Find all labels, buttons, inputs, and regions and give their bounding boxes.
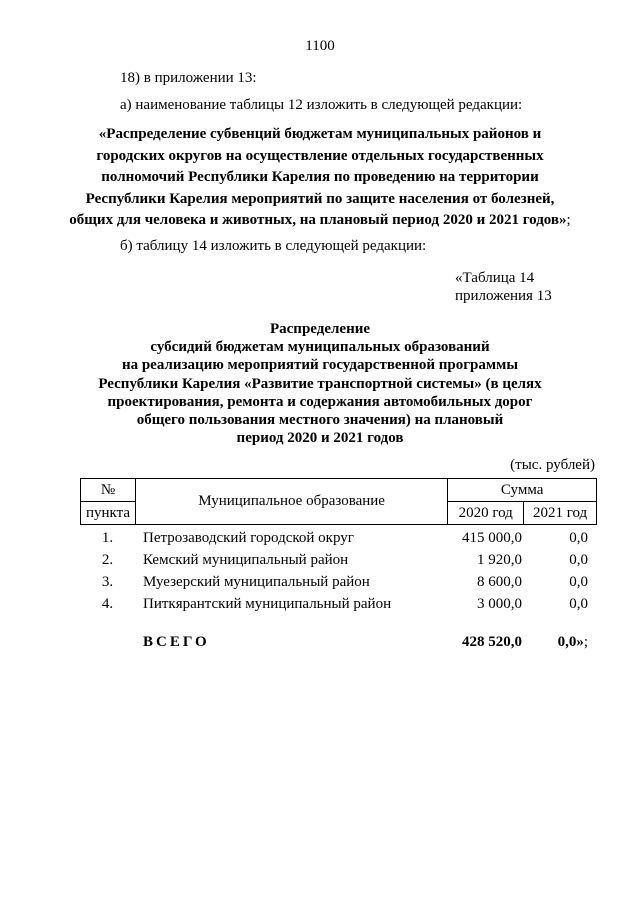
header-municipality: Муниципальное образование: [135, 479, 447, 525]
table-header: [80, 478, 597, 525]
row-number: 3.: [101, 574, 114, 590]
header-year-2021: 2021 год: [524, 502, 597, 525]
table12-title-line: [60, 210, 580, 232]
table14-title-line: период 2020 и 2021 годов: [236, 430, 404, 447]
item-18-text: 18) в приложении 13:: [120, 70, 257, 86]
header-sum: Сумма: [448, 479, 597, 502]
row-number: 4.: [101, 596, 114, 612]
header-year-2020: 2020 год: [448, 502, 524, 525]
table12-title-line: полномочий Республики Карелия по проведению на территории: [101, 169, 539, 185]
total-value-2020: 428 520,0: [462, 634, 522, 650]
table-ref-line1: «Таблица 14: [455, 270, 535, 286]
row-municipality: Муезерский муниципальный район: [143, 574, 370, 590]
total-label: ВСЕГО: [143, 634, 210, 650]
row-value-2021: 0,0: [569, 596, 588, 612]
row-value-2021: 0,0: [569, 552, 588, 568]
table12-title-line: городских округов на осуществление отдельных государственных: [96, 147, 544, 164]
table12-title-suffix: ;: [566, 212, 571, 228]
table14-title-line: Распределение: [269, 321, 371, 337]
table14-title: [90, 320, 550, 447]
table14-title-line: на реализацию мероприятий государственной программы: [121, 357, 519, 374]
table12-title-line: Республики Карелия мероприятий по защите населения от болезней,: [85, 190, 555, 207]
row-value-2020: 3 000,0: [477, 596, 522, 612]
row-number: 1.: [101, 530, 114, 546]
header-number-bottom: пункта: [81, 502, 136, 525]
table14-title-line: общего пользования местного значения) на плановый: [136, 412, 504, 429]
units-label: (тыс. рублей): [510, 457, 595, 473]
total-suffix: ;: [583, 634, 588, 650]
table12-title: [60, 124, 580, 232]
table12-title-line: «Распределение субвенций бюджетам муниципальных районов и: [98, 126, 542, 142]
row-value-2020: 415 000,0: [462, 530, 522, 546]
item-b-text: б) таблицу 14 изложить в следующей редакции:: [120, 238, 427, 254]
row-municipality: Питкярантский муниципальный район: [143, 596, 392, 612]
item-a-text: а) наименование таблицы 12 изложить в следующей редакции:: [120, 97, 523, 113]
total-value-2021: [558, 634, 588, 651]
row-value-2021: 0,0: [569, 530, 588, 546]
table12-title-last: общих для человека и животных, на плановый период 2020 и 2021 годов»: [69, 212, 567, 228]
row-municipality: Петрозаводский городской округ: [143, 530, 354, 546]
row-number: 2.: [101, 552, 114, 568]
row-municipality: Кемский муниципальный район: [143, 552, 349, 568]
table14-title-line: Республики Карелия «Развитие транспортной системы» (в целях: [98, 375, 542, 392]
row-value-2021: 0,0: [569, 574, 588, 590]
total-value-2021-number: 0,0»: [557, 634, 584, 650]
row-value-2020: 8 600,0: [477, 574, 522, 590]
row-value-2020: 1 920,0: [477, 552, 522, 568]
table-ref-line2: приложения 13: [455, 288, 552, 304]
table14-title-line: субсидий бюджетам муниципальных образований: [150, 339, 490, 356]
page-number: 1100: [305, 38, 335, 54]
header-number-top: №: [81, 479, 136, 502]
table14-title-line: проектирования, ремонта и содержания автомобильных дорог: [107, 393, 533, 410]
